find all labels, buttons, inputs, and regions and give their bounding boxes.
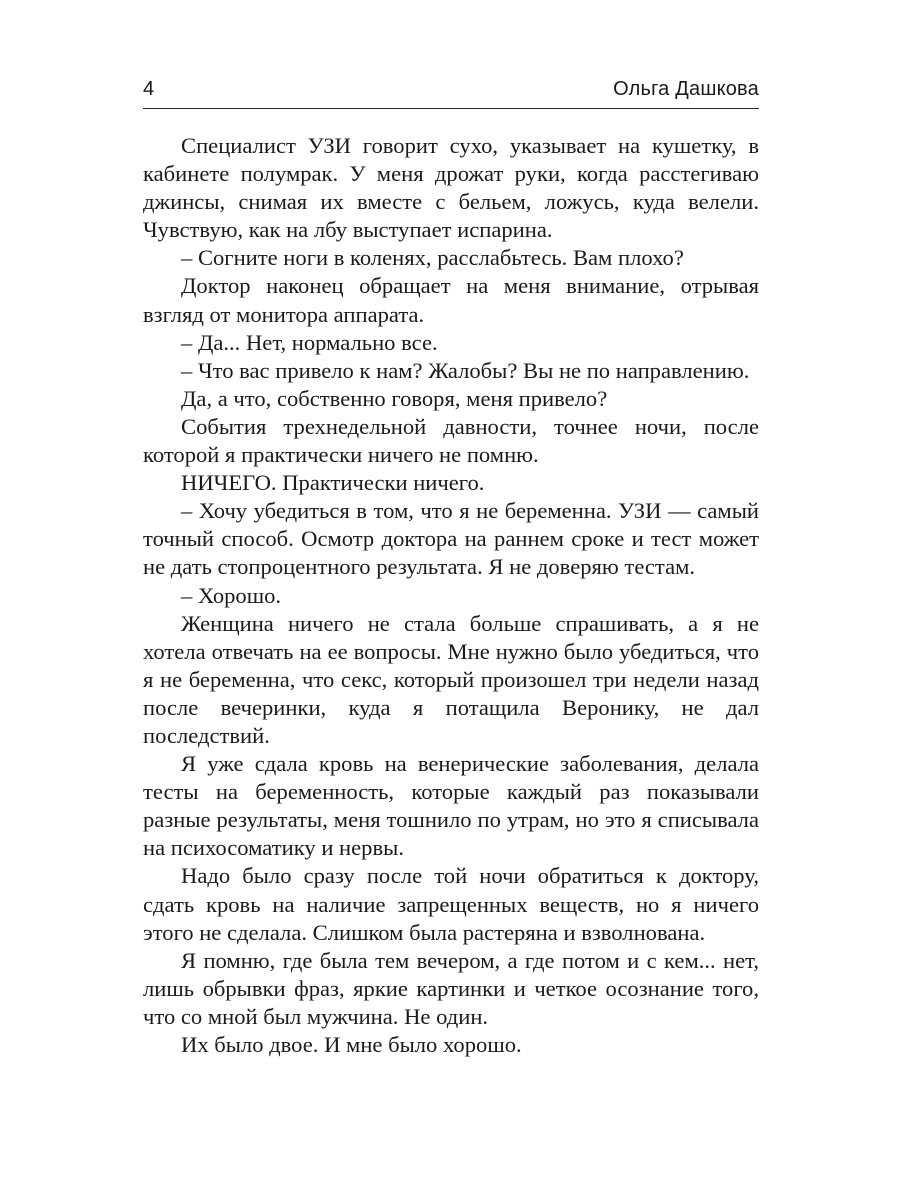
page-number: 4: [143, 78, 155, 100]
paragraph: Специалист УЗИ говорит сухо, указывает на кушетку, в кабинете полумрак. У меня дрожат руки, когда расстегиваю джинсы, снимая их вместе с бельем, ложусь, куда велели. Чувствую, как на лбу выступает испарина.: [143, 133, 759, 243]
running-head-author: Ольга Дашкова: [613, 78, 759, 100]
paragraph: Доктор наконец обращает на меня внимание, отрывая взгляд от монитора аппарата.: [143, 273, 759, 327]
paragraph: – Согните ноги в коленях, расслабьтесь. Вам плохо?: [181, 245, 684, 271]
paragraph: Да, а что, собственно говоря, меня привело?: [181, 385, 608, 411]
paragraph: Я уже сдала кровь на венерические заболевания, делала тесты на беременность, которые каждый раз показывали разные результаты, меня тошнило по утрам, но это я списывала на психосоматику и нервы.: [143, 751, 759, 861]
page-header: [143, 76, 759, 109]
body-text: [143, 132, 759, 1059]
paragraph: Женщина ничего не стала больше спрашивать, а я не хотела отвечать на ее вопросы. Мне нужно было убедиться, что я не беременна, что секс, который произошел три недели назад после вечеринки, куда я потащила Веронику, не дал последствий.: [143, 610, 759, 748]
paragraph: Их было двое. И мне было хорошо.: [181, 1032, 522, 1057]
paragraph: – Что вас привело к нам? Жалобы? Вы не по направлению.: [181, 357, 750, 383]
paragraph: – Хорошо.: [181, 582, 282, 608]
paragraph: НИЧЕГО. Практически ничего.: [181, 470, 485, 496]
paragraph: События трехнедельной давности, точнее ночи, после которой я практически ничего не помню.: [143, 413, 759, 468]
paragraph: – Хочу убедиться в том, что я не беременна. УЗИ — самый точный способ. Осмотр доктора на раннем сроке и тест может не дать стопроцентного результата. Я не доверяю тестам.: [143, 498, 759, 580]
paragraph: – Да... Нет, нормально все.: [181, 329, 438, 355]
paragraph: Надо было сразу после той ночи обратиться к доктору, сдать кровь на наличие запрещенных веществ, но я ничего этого не сделала. Слишком была растеряна и взволнована.: [143, 863, 759, 945]
paragraph: Я помню, где была тем вечером, а где потом и с кем... нет, лишь обрывки фраз, яркие картинки и четкое осознание того, что со мной был мужчина. Не один.: [143, 947, 759, 1029]
